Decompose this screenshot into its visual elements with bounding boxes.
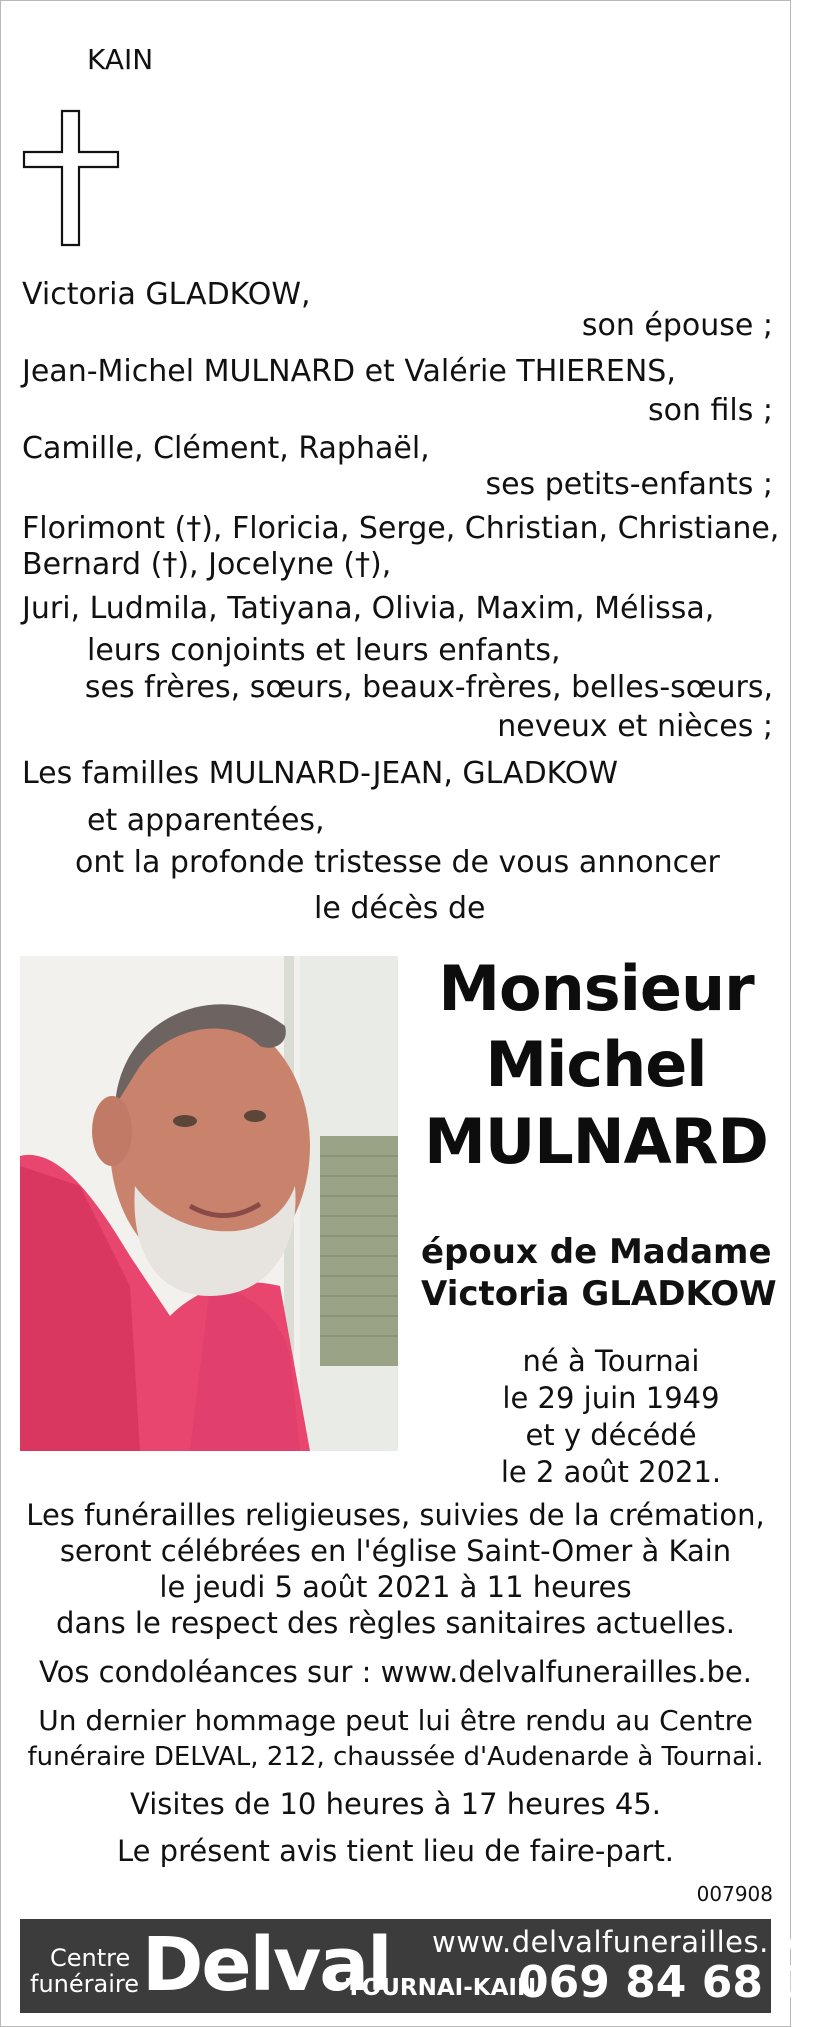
funeral-line-3: le jeudi 5 août 2021 à 11 heures xyxy=(159,1570,632,1604)
funeral-line-1: Les funérailles religieuses, suivies de la crémation, xyxy=(26,1498,765,1532)
footer-city: TOURNAI-KAIN xyxy=(346,1975,537,2001)
family-line-9: neveux et nièces ; xyxy=(497,709,773,744)
spouse-line-2: Victoria GLADKOW xyxy=(421,1274,777,1314)
family-role-3: ses petits-enfants ; xyxy=(485,467,773,502)
tribute-line-2: funéraire DELVAL, 212, chaussée d'Audenarde à Tournai. xyxy=(27,1742,764,1772)
family-role-2: son fils ; xyxy=(647,393,773,428)
death-date: le 2 août 2021. xyxy=(500,1455,722,1489)
footer-website[interactable]: www.delvalfunerailles.be xyxy=(432,1925,807,1959)
family-role-1: son épouse ; xyxy=(581,308,773,343)
family-line-10: Les familles MULNARD-JEAN, GLADKOW xyxy=(22,756,618,791)
deceased-last-name: MULNARD xyxy=(424,1105,768,1178)
family-line-12: ont la profonde tristesse de vous annoncer xyxy=(75,845,720,880)
visits-line: Visites de 10 heures à 17 heures 45. xyxy=(130,1787,661,1821)
delval-footer-banner xyxy=(20,1919,840,2013)
death-place: et y décédé xyxy=(525,1418,697,1452)
family-line-7: leurs conjoints et leurs enfants, xyxy=(87,633,561,668)
spouse-line-1: époux de Madame xyxy=(421,1232,772,1272)
footer-phone[interactable]: 069 84 68 18 xyxy=(518,1957,840,2008)
family-line-4: Florimont (†), Floricia, Serge, Christian, Christiane, xyxy=(22,511,780,546)
footer-funeraire-label: funéraire xyxy=(30,1970,139,1998)
town-label: KAIN xyxy=(87,43,154,76)
family-line-3: Camille, Clément, Raphaël, xyxy=(22,431,430,466)
birth-place: né à Tournai xyxy=(522,1344,700,1378)
family-line-13: le décès de xyxy=(314,891,486,926)
deceased-title: Monsieur xyxy=(438,952,754,1025)
funeral-line-4: dans le respect des règles sanitaires actuelles. xyxy=(56,1606,735,1640)
birth-date: le 29 juin 1949 xyxy=(502,1381,720,1415)
family-line-8: ses frères, sœurs, beaux-frères, belles-sœurs, xyxy=(84,670,773,705)
deceased-first-name: Michel xyxy=(485,1028,707,1101)
condolences-line: Vos condoléances sur : www.delvalfunerailles.be. xyxy=(39,1655,752,1689)
funeral-line-2: seront célébrées en l'église Saint-Omer à Kain xyxy=(59,1534,732,1568)
reference-number: 007908 xyxy=(696,1882,773,1906)
family-line-11: et apparentées, xyxy=(87,803,325,838)
family-line-1: Victoria GLADKOW, xyxy=(22,277,311,312)
notice-line: Le présent avis tient lieu de faire-part. xyxy=(116,1834,675,1868)
delval-logo: Delval xyxy=(142,1922,391,2008)
family-line-2: Jean-Michel MULNARD et Valérie THIERENS, xyxy=(22,354,676,389)
footer-centre-label: Centre xyxy=(50,1944,131,1972)
tribute-line-1: Un dernier hommage peut lui être rendu au Centre xyxy=(38,1704,753,1737)
cross-icon xyxy=(22,109,120,247)
family-line-6: Juri, Ludmila, Tatiyana, Olivia, Maxim, Mélissa, xyxy=(22,591,715,626)
portrait-photo xyxy=(20,956,398,1451)
family-line-5: Bernard (†), Jocelyne (†), xyxy=(22,547,392,582)
